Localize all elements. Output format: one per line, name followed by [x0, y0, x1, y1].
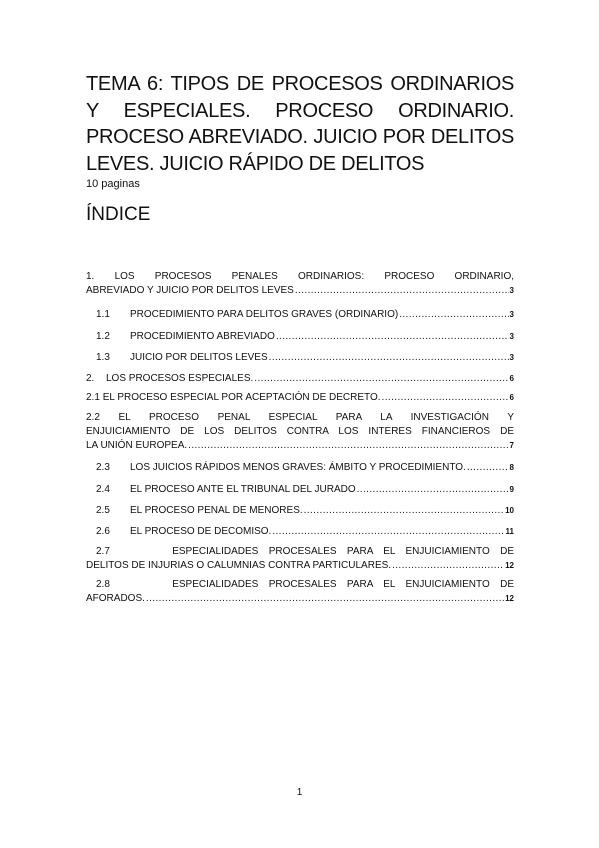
toc-entry-line [86, 284, 514, 298]
dot-leader [188, 439, 508, 453]
toc-entry-line [86, 439, 514, 453]
toc-entry-line [86, 592, 514, 606]
dot-leader [146, 592, 504, 606]
toc-entry-number: 2. [86, 373, 95, 384]
toc-entry-line [86, 578, 514, 592]
dot-leader [304, 504, 504, 518]
dot-leader [467, 461, 509, 475]
toc-entry-2-6[interactable] [96, 525, 514, 539]
toc-entry-line [86, 425, 514, 439]
toc-page-number: 6 [509, 393, 514, 402]
toc-entry-text: LA UNIÓN EUROPEA. [86, 440, 188, 452]
dot-leader [295, 284, 509, 298]
toc-entry-text: DELITOS DE INJURIAS O CALUMNIAS CONTRA PARTICULARES. [86, 560, 392, 572]
toc-page-number: 7 [509, 441, 514, 451]
toc-page-number: 6 [509, 374, 514, 383]
toc-entry-text: EL PROCESO ESPECIAL POR ACEPTACIÓN DE DECRETO. [102, 392, 381, 403]
toc-entry-2-4[interactable] [96, 483, 514, 497]
dot-leader [254, 372, 508, 386]
toc-entry-text: ESPECIALIDADES PROCESALES PARA EL ENJUICIAMIENTO DE [172, 546, 515, 557]
toc-entry-text: EL PROCESO ANTE EL TRIBUNAL DEL JURADO [130, 484, 356, 495]
dot-leader [382, 391, 509, 405]
toc-entry-number: 1. [86, 271, 95, 282]
toc-entry-line [86, 411, 514, 425]
dot-leader [399, 308, 508, 322]
toc-entry-text: EL PROCESO PENAL ESPECIAL PARA LA INVESTIGACIÓN Y [118, 412, 515, 423]
toc-entry-1[interactable] [86, 270, 514, 298]
toc-entry-2-3[interactable] [96, 461, 514, 475]
toc-entry-2-1[interactable] [86, 391, 514, 405]
toc-page-number: 9 [509, 485, 514, 494]
toc-entry-number: 2.3 [96, 462, 110, 473]
page-number: 1 [296, 787, 303, 798]
toc-entry-1-1[interactable] [96, 308, 514, 322]
index-heading: ÍNDICE [86, 204, 151, 225]
toc-entry-text: ENJUICIAMIENTO DE LOS DELITOS CONTRA LOS INTERES FINANCIEROS DE [86, 426, 514, 438]
toc-entry-text: LOS PROCESOS ESPECIALES. [106, 373, 254, 384]
toc-entry-text: EL PROCESO DE DECOMISO. [130, 526, 272, 537]
dot-leader [272, 525, 504, 539]
toc-entry-text: LOS PROCESOS PENALES ORDINARIOS: PROCESO ORDINARIO, [114, 271, 515, 282]
toc-page-number: 8 [509, 463, 514, 472]
toc-entry-line [86, 545, 514, 559]
toc-page-number: 3 [509, 310, 514, 319]
toc-entry-text: PROCEDIMIENTO PARA DELITOS GRAVES (ORDINARIO) [130, 309, 399, 320]
toc-page-number: 3 [509, 332, 514, 341]
toc-entry-text: EL PROCESO PENAL DE MENORES. [130, 505, 303, 516]
toc-entry-number: 2.5 [96, 505, 110, 516]
toc-entry-2-2[interactable] [86, 411, 514, 454]
toc-entry-text: JUICIO POR DELITOS LEVES [130, 352, 268, 363]
page-count-note: 10 paginas [86, 178, 140, 190]
toc-entry-number: 2.1 [86, 392, 100, 403]
toc-page-number: 3 [509, 286, 514, 296]
dot-leader [392, 559, 504, 573]
toc-entry-1-2[interactable] [96, 330, 514, 344]
toc-entry-2-5[interactable] [96, 504, 514, 518]
toc-page-number: 3 [509, 353, 514, 362]
document-title: TEMA 6: TIPOS DE PROCESOS ORDINARIOS Y ESPECIALES. PROCESO ORDINARIO. PROCESO ABREVIADO. JUICIO POR DELITOS LEVES. JUICIO RÁPIDO DE DELITOS [86, 73, 514, 175]
dot-leader [357, 483, 509, 497]
toc-entry-line [86, 270, 514, 284]
toc-entry-2-8[interactable] [86, 578, 514, 606]
toc-entry-number: 2.7 [96, 546, 110, 557]
toc-page-number: 11 [505, 527, 514, 536]
toc-entry-text: ABREVIADO Y JUICIO POR DELITOS LEVES [86, 285, 294, 297]
toc-entry-1-3[interactable] [96, 351, 514, 365]
toc-entry-line [86, 559, 514, 573]
toc-page-number: 10 [505, 506, 514, 515]
toc-page-number: 12 [505, 594, 514, 604]
toc-entry-number: 1.3 [96, 352, 110, 363]
toc-entry-number: 1.1 [96, 309, 110, 320]
toc-entry-number: 1.2 [96, 331, 110, 342]
toc-entry-2[interactable] [86, 372, 514, 386]
toc-entry-text: LOS JUICIOS RÁPIDOS MENOS GRAVES: ÁMBITO Y PROCEDIMIENTO. [130, 462, 466, 473]
toc-entry-text: AFORADOS. [86, 593, 145, 605]
toc-entry-number: 2.8 [96, 579, 110, 590]
toc-entry-text: ESPECIALIDADES PROCESALES PARA EL ENJUICIAMIENTO DE [172, 579, 515, 590]
toc-entry-number: 2.2 [86, 412, 100, 423]
dot-leader [269, 351, 509, 365]
toc-entry-number: 2.4 [96, 484, 110, 495]
toc-entry-text: PROCEDIMIENTO ABREVIADO [130, 331, 275, 342]
toc-entry-number: 2.6 [96, 526, 110, 537]
toc-entry-2-7[interactable] [86, 545, 514, 573]
dot-leader [276, 330, 509, 344]
toc-page-number: 12 [505, 561, 514, 571]
